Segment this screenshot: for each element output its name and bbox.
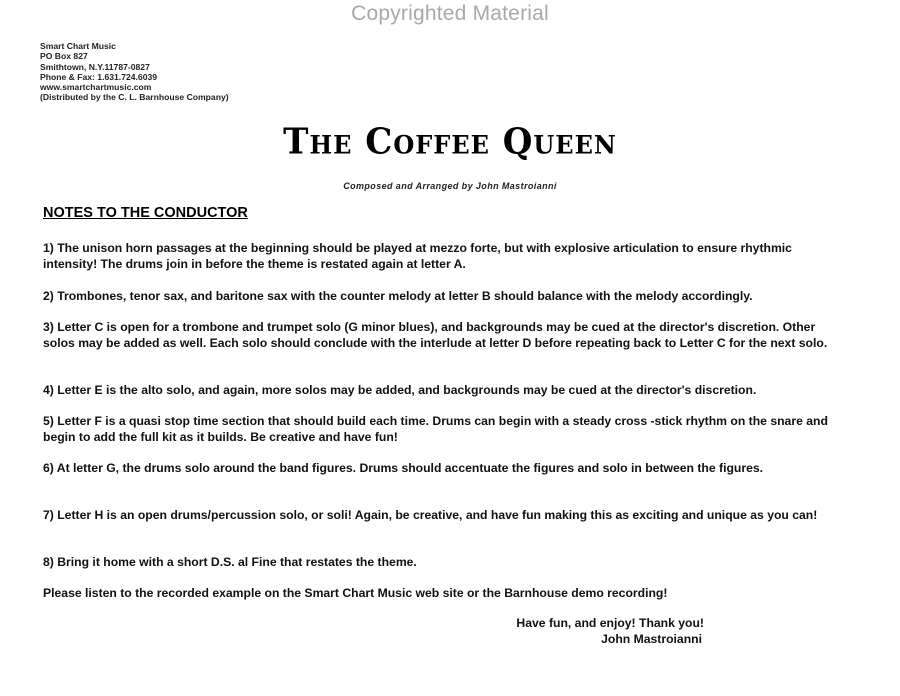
watermark: Copyrighted Material [351, 2, 549, 25]
publisher-distributor: (Distributed by the C. L. Barnhouse Company) [40, 92, 229, 103]
author-signature: John Mastroianni [601, 632, 702, 646]
conductor-note-3: 3) Letter C is open for a trombone and trumpet solo (G minor blues), and backgrounds may be cued at the director's discretion. Other solos may be added as well. Each solo should conclude with the interlude at letter D before repeating back to Letter C for the next solo. [43, 320, 828, 350]
listening-note: Please listen to the recorded example on the Smart Chart Music web site or the Barnhouse demo recording! [43, 586, 668, 600]
publisher-address-line2: Smithtown, N.Y.11787-0827 [40, 61, 150, 72]
publisher-address-line1: PO Box 827 [40, 51, 88, 62]
conductor-note-8: 8) Bring it home with a short D.S. al Fine that restates the theme. [43, 555, 417, 569]
publisher-phone: Phone & Fax: 1.631.724.6039 [40, 71, 158, 82]
conductor-note-5: 5) Letter F is a quasi stop time section that should build each time. Drums can begin with a steady cross -stick rhythm on the snare and begin to add the full kit as it builds. Be creative and have fun! [43, 414, 828, 444]
conductor-note-7: 7) Letter H is an open drums/percussion solo, or soli! Again, be creative, and have fun making this as exciting and unique as you can! [43, 508, 818, 522]
publisher-website: www.smartchartmusic.com [40, 82, 152, 93]
signoff-block [480, 615, 704, 647]
composer-credit: Composed and Arranged by John Mastroianni [343, 181, 557, 191]
section-heading: NOTES TO THE CONDUCTOR [43, 205, 248, 221]
conductor-note-4: 4) Letter E is the alto solo, and again, more solos may be added, and backgrounds may be cued at the director's discretion. [43, 383, 757, 397]
publisher-name: Smart Chart Music [40, 41, 116, 51]
signoff-line: Have fun, and enjoy! Thank you! [516, 616, 704, 630]
publisher-block [40, 41, 229, 103]
document-title: The Coffee Queen [283, 121, 617, 163]
conductor-note-6: 6) At letter G, the drums solo around the band figures. Drums should accentuate the figures and solo in between the figures. [43, 461, 764, 475]
conductor-note-1: 1) The unison horn passages at the beginning should be played at mezzo forte, but with explosive articulation to ensure rhythmic intensity! The drums join in before the theme is restated again at letter A. [43, 241, 792, 271]
conductor-note-2: 2) Trombones, tenor sax, and baritone sax with the counter melody at letter B should balance with the melody accordingly. [43, 289, 753, 303]
